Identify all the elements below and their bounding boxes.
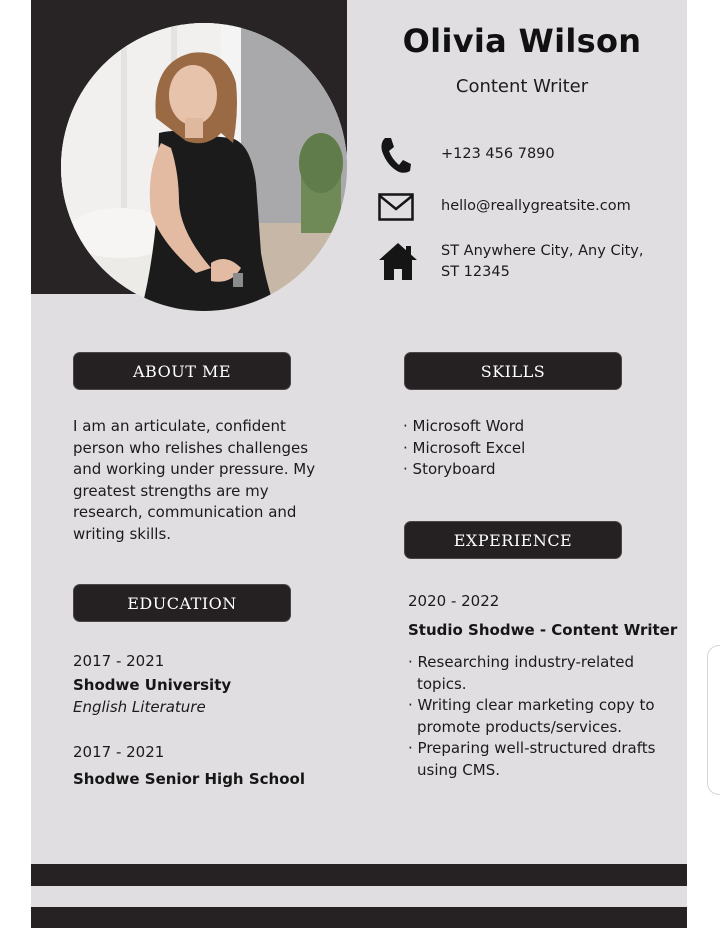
experience-bullet: · Writing clear marketing copy to promote products/services. bbox=[408, 695, 670, 738]
footer-stripe bbox=[31, 864, 687, 886]
profile-photo bbox=[61, 23, 347, 311]
education-school: Shodwe Senior High School bbox=[73, 770, 305, 788]
house-icon bbox=[377, 240, 419, 286]
contact-email[interactable]: hello@reallygreatsite.com bbox=[441, 198, 631, 214]
skills-list bbox=[403, 416, 663, 481]
education-field: English Literature bbox=[73, 698, 206, 716]
candidate-name: Olivia Wilson bbox=[402, 22, 642, 60]
side-scroll-tab[interactable] bbox=[707, 645, 720, 795]
experience-heading: EXPERIENCE bbox=[404, 521, 622, 559]
portrait-illustration bbox=[61, 23, 347, 311]
experience-bullet: · Researching industry-related topics. bbox=[408, 652, 670, 695]
experience-bullets bbox=[408, 652, 670, 782]
experience-title: Studio Shodwe - Content Writer bbox=[408, 621, 678, 639]
about-heading: ABOUT ME bbox=[73, 352, 291, 390]
about-text: I am an articulate, confident person who relishes challenges and working under pressure. My greatest strengths are my research, communication and writing skills. bbox=[73, 417, 316, 543]
footer-stripe bbox=[31, 907, 687, 928]
skill-item: · Microsoft Word bbox=[403, 416, 663, 438]
contact-phone[interactable]: +123 456 7890 bbox=[441, 146, 555, 162]
skills-heading: SKILLS bbox=[404, 352, 622, 390]
skill-item: · Microsoft Excel bbox=[403, 438, 663, 460]
resume-page bbox=[31, 0, 687, 928]
contact-address: ST Anywhere City, Any City, ST 12345 bbox=[441, 243, 644, 280]
candidate-role: Content Writer bbox=[455, 76, 589, 97]
education-years: 2017 - 2021 bbox=[73, 743, 165, 761]
experience-years: 2020 - 2022 bbox=[408, 592, 500, 610]
experience-bullet: · Preparing well-structured drafts using CMS. bbox=[408, 738, 670, 781]
education-years: 2017 - 2021 bbox=[73, 652, 165, 670]
education-heading: EDUCATION bbox=[73, 584, 291, 622]
phone-icon bbox=[377, 135, 413, 179]
skill-item: · Storyboard bbox=[403, 459, 663, 481]
education-school: Shodwe University bbox=[73, 676, 232, 694]
envelope-icon bbox=[378, 193, 414, 225]
